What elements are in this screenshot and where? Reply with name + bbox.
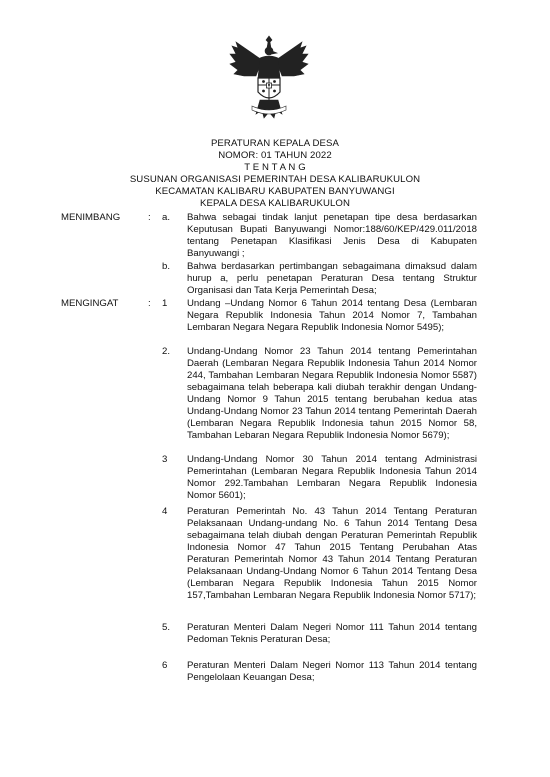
heading-number: NOMOR: 01 TAHUN 2022 — [218, 150, 332, 161]
mengingat-item-4-mark: 4 — [162, 506, 168, 517]
mengingat-item-6-text: Peraturan Menteri Dalam Negeri Nomor 113 Tahun 2014 tentang Pengelolaan Keuangan Desa; — [187, 660, 477, 683]
mengingat-item-2-mark: 2. — [162, 346, 171, 357]
menimbang-colon: : — [148, 212, 151, 223]
mengingat-item-4-text: Peraturan Pemerintah No. 43 Tahun 2014 Tentang Peraturan Pelaksanaan Undang-undang No. 6 Tahun 2014 Tentang Desa sebagaimana telah diubah dengan Peraturan Pemerintah Republik Indonesia Nomor 47 Tahun 2015 Tentang Perubahan Atas Peraturan Pemerintah Nomor 43 Tahun 2014 Tentang Peraturan Pelaksanaan Undang-Undang Nomor 6 Tahun 2014 Tentang Desa (Lembaran Negara Republik Indonesia Tahun 2015 Nomor 157,Tambahan Lembaran Negara Republik Indonesia Nomor 5717); — [187, 506, 477, 601]
menimbang-item-a-text: Bahwa sebagai tindak lanjut penetapan tipe desa berdasarkan Keputusan Bupati Banyuwangi Nomor:188/60/KEP/429.011/2018 tentang Penetapan Klasifikasi Jenis Desa di Kabupaten Banyuwangi ; — [187, 212, 477, 259]
mengingat-item-2-text: Undang-Undang Nomor 23 Tahun 2014 tentang Pemerintahan Daerah (Lembaran Negara Republik Indonesia Tahun 2014 Nomor 244, Tambahan Lembaran Negara Republik Indonesia Nomor 5587) sebagaimana telah beberapa kali diubah terakhir dengan Undang-Undang Nomor 9 Tahun 2015 tentang berubahan kedua atas Undang-Undang Nomor 23 Tahun 2014 tentang Pemerintah Daerah (Lembaran Negara Republik Indonesia tahun 2015 Nomor 58, Tambahan Lebaran Negara Republik Indonesia Nomor 5679); — [187, 346, 477, 441]
garuda-emblem-icon — [226, 34, 312, 126]
mengingat-item-1-mark: 1 — [162, 298, 168, 309]
mengingat-colon: : — [148, 298, 151, 309]
mengingat-item-1-text: Undang –Undang Nomor 6 Tahun 2014 tentang Desa (Lembaran Negara Republik Indonesia Tahun 2014 Nomor 7, Tambahan Lembaran Negara Negara Republik Indonesia Nomor 5495); — [187, 298, 477, 333]
mengingat-item-5-text: Peraturan Menteri Dalam Negeri Nomor 111 Tahun 2014 tentang Pedoman Teknis Peraturan Desa; — [187, 622, 477, 645]
menimbang-item-b-text: Bahwa berdasarkan pertimbangan sebagaimana dimaksud dalam hurup a, perlu penetapan Peraturan Desa tentang Struktur Organisasi dan Tata Kerja Pemerintah Desa; — [187, 261, 477, 296]
mengingat-label: MENGINGAT — [61, 298, 119, 309]
heading-subject-line2: KECAMATAN KALIBARU KABUPATEN BANYUWANGI — [155, 186, 395, 197]
document-heading — [0, 138, 550, 210]
menimbang-item-b-mark: b. — [162, 261, 171, 272]
heading-title: PERATURAN KEPALA DESA — [210, 138, 340, 149]
menimbang-label: MENIMBANG — [61, 212, 121, 223]
heading-authority: KEPALA DESA KALIBARUKULON — [199, 198, 351, 209]
mengingat-item-3-mark: 3 — [162, 454, 168, 465]
heading-tentang: T E N T A N G — [244, 162, 306, 173]
mengingat-item-6-mark: 6 — [162, 660, 168, 671]
menimbang-item-a-mark: a. — [162, 212, 171, 223]
heading-subject-line1: SUSUNAN ORGANISASI PEMERINTAH DESA KALIBARUKULON — [129, 174, 421, 185]
mengingat-item-5-mark: 5. — [162, 622, 171, 633]
mengingat-item-3-text: Undang-Undang Nomor 30 Tahun 2014 tentang Administrasi Pemerintahan (Lembaran Negara Republik Indonesia Tahun 2014 Nomor 292.Tambahan Lembaran Negara Republik Indonesia Nomor 5601); — [187, 454, 477, 501]
